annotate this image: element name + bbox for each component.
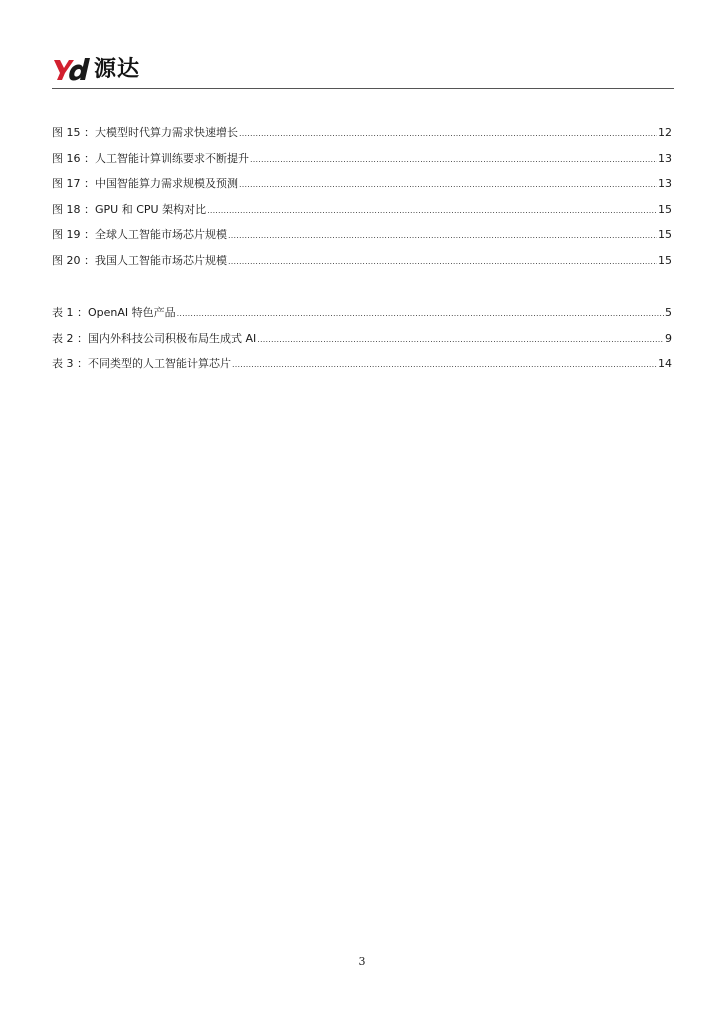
toc-entry-table-2[interactable] bbox=[52, 330, 672, 356]
entry-page: 12 bbox=[658, 126, 672, 139]
entry-label: 表 3 ： bbox=[52, 357, 88, 371]
toc-entry-figure-15[interactable] bbox=[52, 124, 672, 150]
entry-label: 图 15 ： bbox=[52, 126, 95, 139]
page-header bbox=[52, 52, 140, 86]
entry-title: 我国人工智能市场芯片规模 bbox=[95, 253, 227, 267]
entry-label: 图 16 ： bbox=[52, 151, 95, 165]
dot-leader bbox=[228, 231, 657, 240]
entry-label: 图 20 ： bbox=[52, 253, 95, 267]
entry-title: 中国智能算力需求规模及预测 bbox=[95, 177, 238, 191]
entry-title: 大模型时代算力需求快速增长 bbox=[95, 126, 238, 139]
toc-entry-table-3[interactable] bbox=[52, 355, 672, 381]
toc-entry-figure-18[interactable] bbox=[52, 201, 672, 227]
toc-entry-figure-20[interactable] bbox=[52, 252, 672, 278]
entry-title: 不同类型的人工智能计算芯片 bbox=[88, 357, 231, 371]
toc-entry-figure-16[interactable] bbox=[52, 150, 672, 176]
entry-page: 15 bbox=[658, 202, 672, 216]
dot-leader bbox=[228, 257, 657, 266]
entry-label: 表 2 ： bbox=[52, 331, 88, 345]
dot-leader bbox=[250, 155, 657, 164]
entry-page: 13 bbox=[658, 151, 672, 165]
dot-leader bbox=[257, 335, 664, 344]
entry-title: GPU 和 CPU 架构对比 bbox=[95, 202, 207, 216]
page-number: 3 bbox=[358, 955, 366, 968]
toc-entry-table-1[interactable] bbox=[52, 304, 672, 330]
header-divider bbox=[52, 88, 674, 89]
entry-page: 13 bbox=[658, 177, 672, 191]
brand-name: 源达 bbox=[94, 57, 141, 82]
brand-logo bbox=[52, 52, 140, 83]
entry-title: OpenAI 特色产品 bbox=[88, 306, 176, 319]
entry-label: 图 19 ： bbox=[52, 228, 95, 242]
yd-logo-icon bbox=[52, 54, 92, 82]
entry-page: 5 bbox=[665, 306, 672, 319]
dot-leader bbox=[232, 360, 657, 369]
dot-leader bbox=[239, 129, 657, 138]
entry-title: 国内外科技公司积极布局生成式 AI bbox=[88, 331, 257, 345]
entry-label: 表 1 ： bbox=[52, 306, 88, 319]
entry-page: 15 bbox=[658, 253, 672, 267]
entry-label: 图 18 ： bbox=[52, 202, 95, 216]
entry-label: 图 17 ： bbox=[52, 177, 95, 191]
entry-title: 人工智能计算训练要求不断提升 bbox=[95, 151, 249, 165]
entry-page: 15 bbox=[658, 228, 672, 242]
figure-index bbox=[52, 124, 672, 278]
table-index bbox=[52, 304, 672, 381]
dot-leader bbox=[177, 309, 664, 318]
toc-entry-figure-19[interactable] bbox=[52, 226, 672, 252]
dot-leader bbox=[239, 180, 657, 189]
entry-title: 全球人工智能市场芯片规模 bbox=[95, 228, 227, 242]
entry-page: 9 bbox=[665, 331, 672, 345]
toc-entry-figure-17[interactable] bbox=[52, 175, 672, 201]
entry-page: 14 bbox=[658, 357, 672, 371]
dot-leader bbox=[207, 206, 657, 215]
